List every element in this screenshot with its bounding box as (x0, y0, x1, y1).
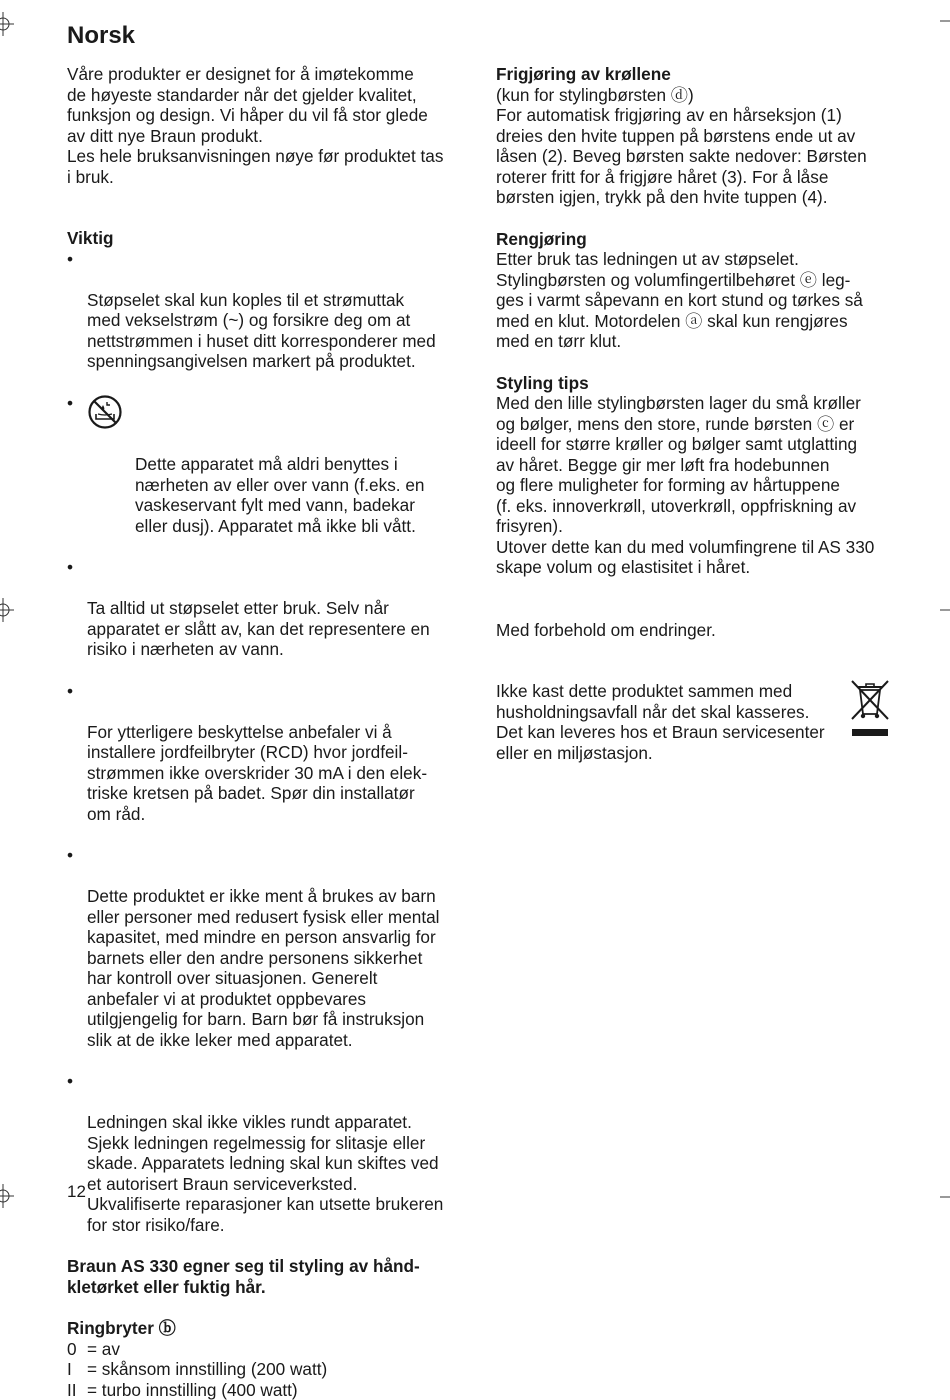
crop-mark-top-right (940, 20, 950, 22)
crossed-out-wheelie-bin-icon (848, 677, 892, 739)
product-statement: Braun AS 330 egner seg til styling av hånd- kletørket eller fuktig hår. (67, 1256, 462, 1297)
bullet-dot: • (67, 845, 73, 866)
crop-mark-bottom-right (940, 1196, 950, 1198)
left-column (67, 64, 462, 1400)
crop-mark-top-left (0, 12, 14, 36)
crop-mark-mid-left (0, 598, 14, 622)
curl-release-text: (kun for stylingbørsten ⓓ) For automatisk frigjøring av en hårseksjon (1) dreies den hvite tuppen på børstens ende ut av låsen (2). Beveg børsten sakte nedover: Børsten roterer fritt for å frigjøre håret (3). For å låse børsten igjen, trykk på den hvite tuppen (4). (496, 85, 891, 208)
bullet-dot: • (67, 1071, 73, 1092)
right-column (496, 64, 891, 763)
bullet-item-water-warning (67, 393, 462, 537)
bullet-item (67, 845, 462, 1050)
changes-notice: Med forbehold om endringer. (496, 620, 891, 641)
switch-setting-key: 0 (67, 1339, 87, 1360)
switch-setting-key: I (67, 1359, 87, 1380)
bullet-text: Dette apparatet må aldri benyttes i nærheten av eller over vann (f.eks. en vaskeservant fylt med vann, badekar eller dusj). Apparatet må ikke bli vått. (135, 454, 424, 536)
no-water-warning-icon (87, 394, 123, 430)
crop-mark-bottom-left (0, 1184, 14, 1208)
bullet-item (67, 1071, 462, 1235)
switch-setting-row (67, 1380, 462, 1400)
switch-setting-key: II (67, 1380, 87, 1400)
switch-setting-value: = skånsom innstilling (200 watt) (87, 1359, 327, 1380)
disposal-text: Ikke kast dette produktet sammen med husholdningsavfall når det skal kasseres. Det kan leveres hos et Braun servicesenter eller en miljøstasjon. (496, 681, 841, 763)
bullet-item (67, 681, 462, 825)
bullet-text: Ta alltid ut støpselet etter bruk. Selv når apparatet er slått av, kan det representere en risiko i nærheten av vann. (87, 598, 430, 659)
switch-setting-row (67, 1339, 462, 1360)
switch-setting-value: = turbo innstilling (400 watt) (87, 1380, 298, 1400)
bullet-text: For ytterligere beskyttelse anbefaler vi å installere jordfeilbryter (RCD) hvor jordfeil- strømmen ikke overskrider 30 mA i den elek- triske kretsen på badet. Spør din installatør om råd. (87, 722, 427, 824)
crop-mark-mid-right (940, 609, 950, 611)
bullet-text: Dette produktet er ikke ment å brukes av barn eller personer med redusert fysisk eller mental kapasitet, med mindre en person ansvarlig for barnets eller den andre personens sikkerhet har kontroll over situasjonen. Generelt anbefaler vi at produktet oppbevares utilgjengelig for barn. Barn bør få instruksjon slik at de ikke leker med apparatet. (87, 886, 440, 1050)
bullet-dot: • (67, 681, 73, 702)
bullet-dot: • (67, 557, 73, 578)
page-title: Norsk (67, 20, 135, 52)
styling-tips-heading: Styling tips (496, 373, 891, 394)
bullet-text: Støpselet skal kun koples til et strømuttak med vekselstrøm (~) og forsikre deg om at nettstrømmen i huset ditt korresponderer med spenningsangivelsen markert på produktet. (87, 290, 436, 372)
important-heading: Viktig (67, 228, 462, 249)
switch-heading: Ringbryter ⓑ (67, 1318, 462, 1339)
intro-paragraph: Våre produkter er designet for å imøtekomme de høyeste standarder når det gjelder kvalitet, funksjon og design. Vi håper du vil få stor glede av ditt nye Braun produkt. Les hele bruksanvisningen nøye før produktet tas i bruk. (67, 64, 462, 187)
cleaning-text: Etter bruk tas ledningen ut av støpselet. Stylingbørsten og volumfingertilbehøret ⓔ leg- ges i varmt såpevann en kort stund og tørkes så med en klut. Motordelen ⓐ skal kun rengjøres med en tørr klut. (496, 249, 891, 352)
switch-setting-value: = av (87, 1339, 120, 1360)
switch-setting-row (67, 1359, 462, 1380)
bullet-dot: • (67, 393, 73, 414)
disposal-notice (496, 681, 891, 763)
bullet-item (67, 557, 462, 660)
bullet-text: Ledningen skal ikke vikles rundt apparatet. Sjekk ledningen regelmessig for slitasje eller skade. Apparatets ledning skal kun skiftes ved et autorisert Braun serviceverksted. Ukvalifiserte reparasjoner kan utsette brukeren for stor risiko/fare. (87, 1112, 443, 1235)
curl-release-heading: Frigjøring av krøllene (496, 64, 891, 85)
styling-tips-text: Med den lille stylingbørsten lager du små krøller og bølger, mens den store, runde børsten ⓒ er ideell for større krøller og bølger samt utglatting av håret. Begge gir mer løft fra hodebunnen og flere muligheter for forming av hårtuppene (f. eks. innoverkrøll, utoverkrøll, oppfriskning av frisyren). Utover dette kan du med volumfingrene til AS 330 skape volum og elastisitet i håret. (496, 393, 891, 578)
bullet-dot: • (67, 249, 73, 270)
page-number: 12 (67, 1182, 86, 1202)
cleaning-heading: Rengjøring (496, 229, 891, 250)
bullet-item (67, 249, 462, 372)
